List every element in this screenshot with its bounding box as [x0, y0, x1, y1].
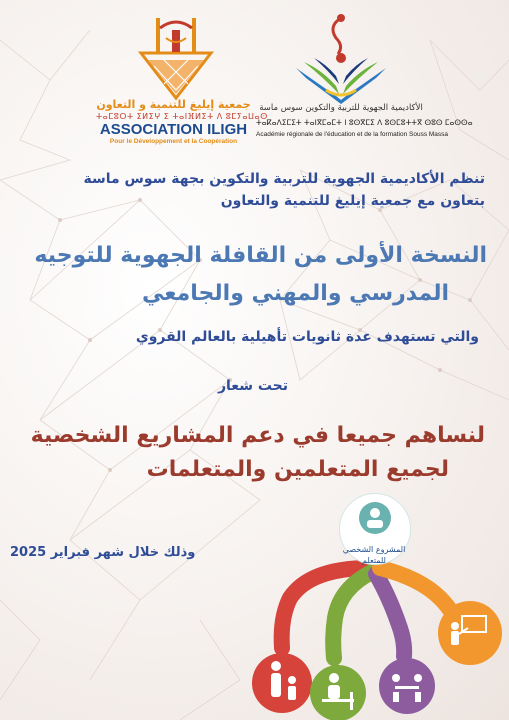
association-name-tifinagh: ⵜⴰⵎⵓⵔⵜ ⵉⵍⵉⵖ ⵉ ⵜⴰⵏⴼⵍⵉⵜ ⴷ ⵓⵎⵢⴰⵡⴰⵙ — [96, 112, 268, 121]
diagram-center-node — [339, 493, 411, 565]
intro-line-2: بتعاون مع جمعية إيليغ للتنمية والتعاون — [220, 193, 485, 209]
parent-child-node — [252, 653, 312, 713]
diagram-branches — [282, 568, 458, 658]
academy-name-tifinagh: ⵜⴰⴽⴰⴷⵉⵎⵉⵜ ⵜⴰⵏⴳⵎⴰⵎⵜ ⵏ ⵓⵙⴳⵎⵉ ⴷ ⵓⵙⵎⵓⵜⵜⴳ ⵙⵓⵙ ⵎⴰⵙⵙⴰ — [256, 118, 473, 127]
academy-name-french: Académie régionale de l'éducation et de la formation Souss Massa — [256, 131, 449, 138]
center-label-line-1: المشروع الشخصي — [342, 545, 406, 554]
person-icon — [340, 494, 410, 542]
association-name-arabic: جمعية إيليغ للتنمية و التعاون — [96, 98, 251, 111]
target-description: والتي تستهدف عدة ثانويات تأهيلية بالعالم القروي — [135, 329, 479, 345]
date-text: وذلك خلال شهر فبراير 2025 — [10, 545, 196, 560]
teacher-board-node — [438, 601, 502, 665]
slogan-line-2: لجميع المتعلمين والمتعلمات — [146, 457, 449, 482]
slogan-line-1: لنساهم جميعا في دعم المشاريع الشخصية — [30, 423, 485, 448]
academy-name-arabic: الأكاديمية الجهوية للتربية والتكوين سوس ماسة — [259, 103, 423, 113]
group-table-node — [379, 658, 435, 714]
association-name-french: Pour le Développement et la Coopération — [109, 138, 238, 145]
student-desk-node — [310, 665, 366, 720]
event-title-line-2: المدرسي والمهني والجامعي — [141, 281, 449, 306]
center-label-line-2: للمتعلم — [362, 556, 386, 565]
intro-line-1: تنظم الأكاديمية الجهوية للتربية والتكوين بجهة سوس ماسة — [83, 171, 485, 187]
slogan-label: تحت شعار — [217, 378, 289, 394]
event-title-line-1: النسخة الأولى من القافلة الجهوية للتوجيه — [34, 243, 487, 268]
association-name-english: ASSOCIATION ILIGH — [99, 121, 248, 138]
